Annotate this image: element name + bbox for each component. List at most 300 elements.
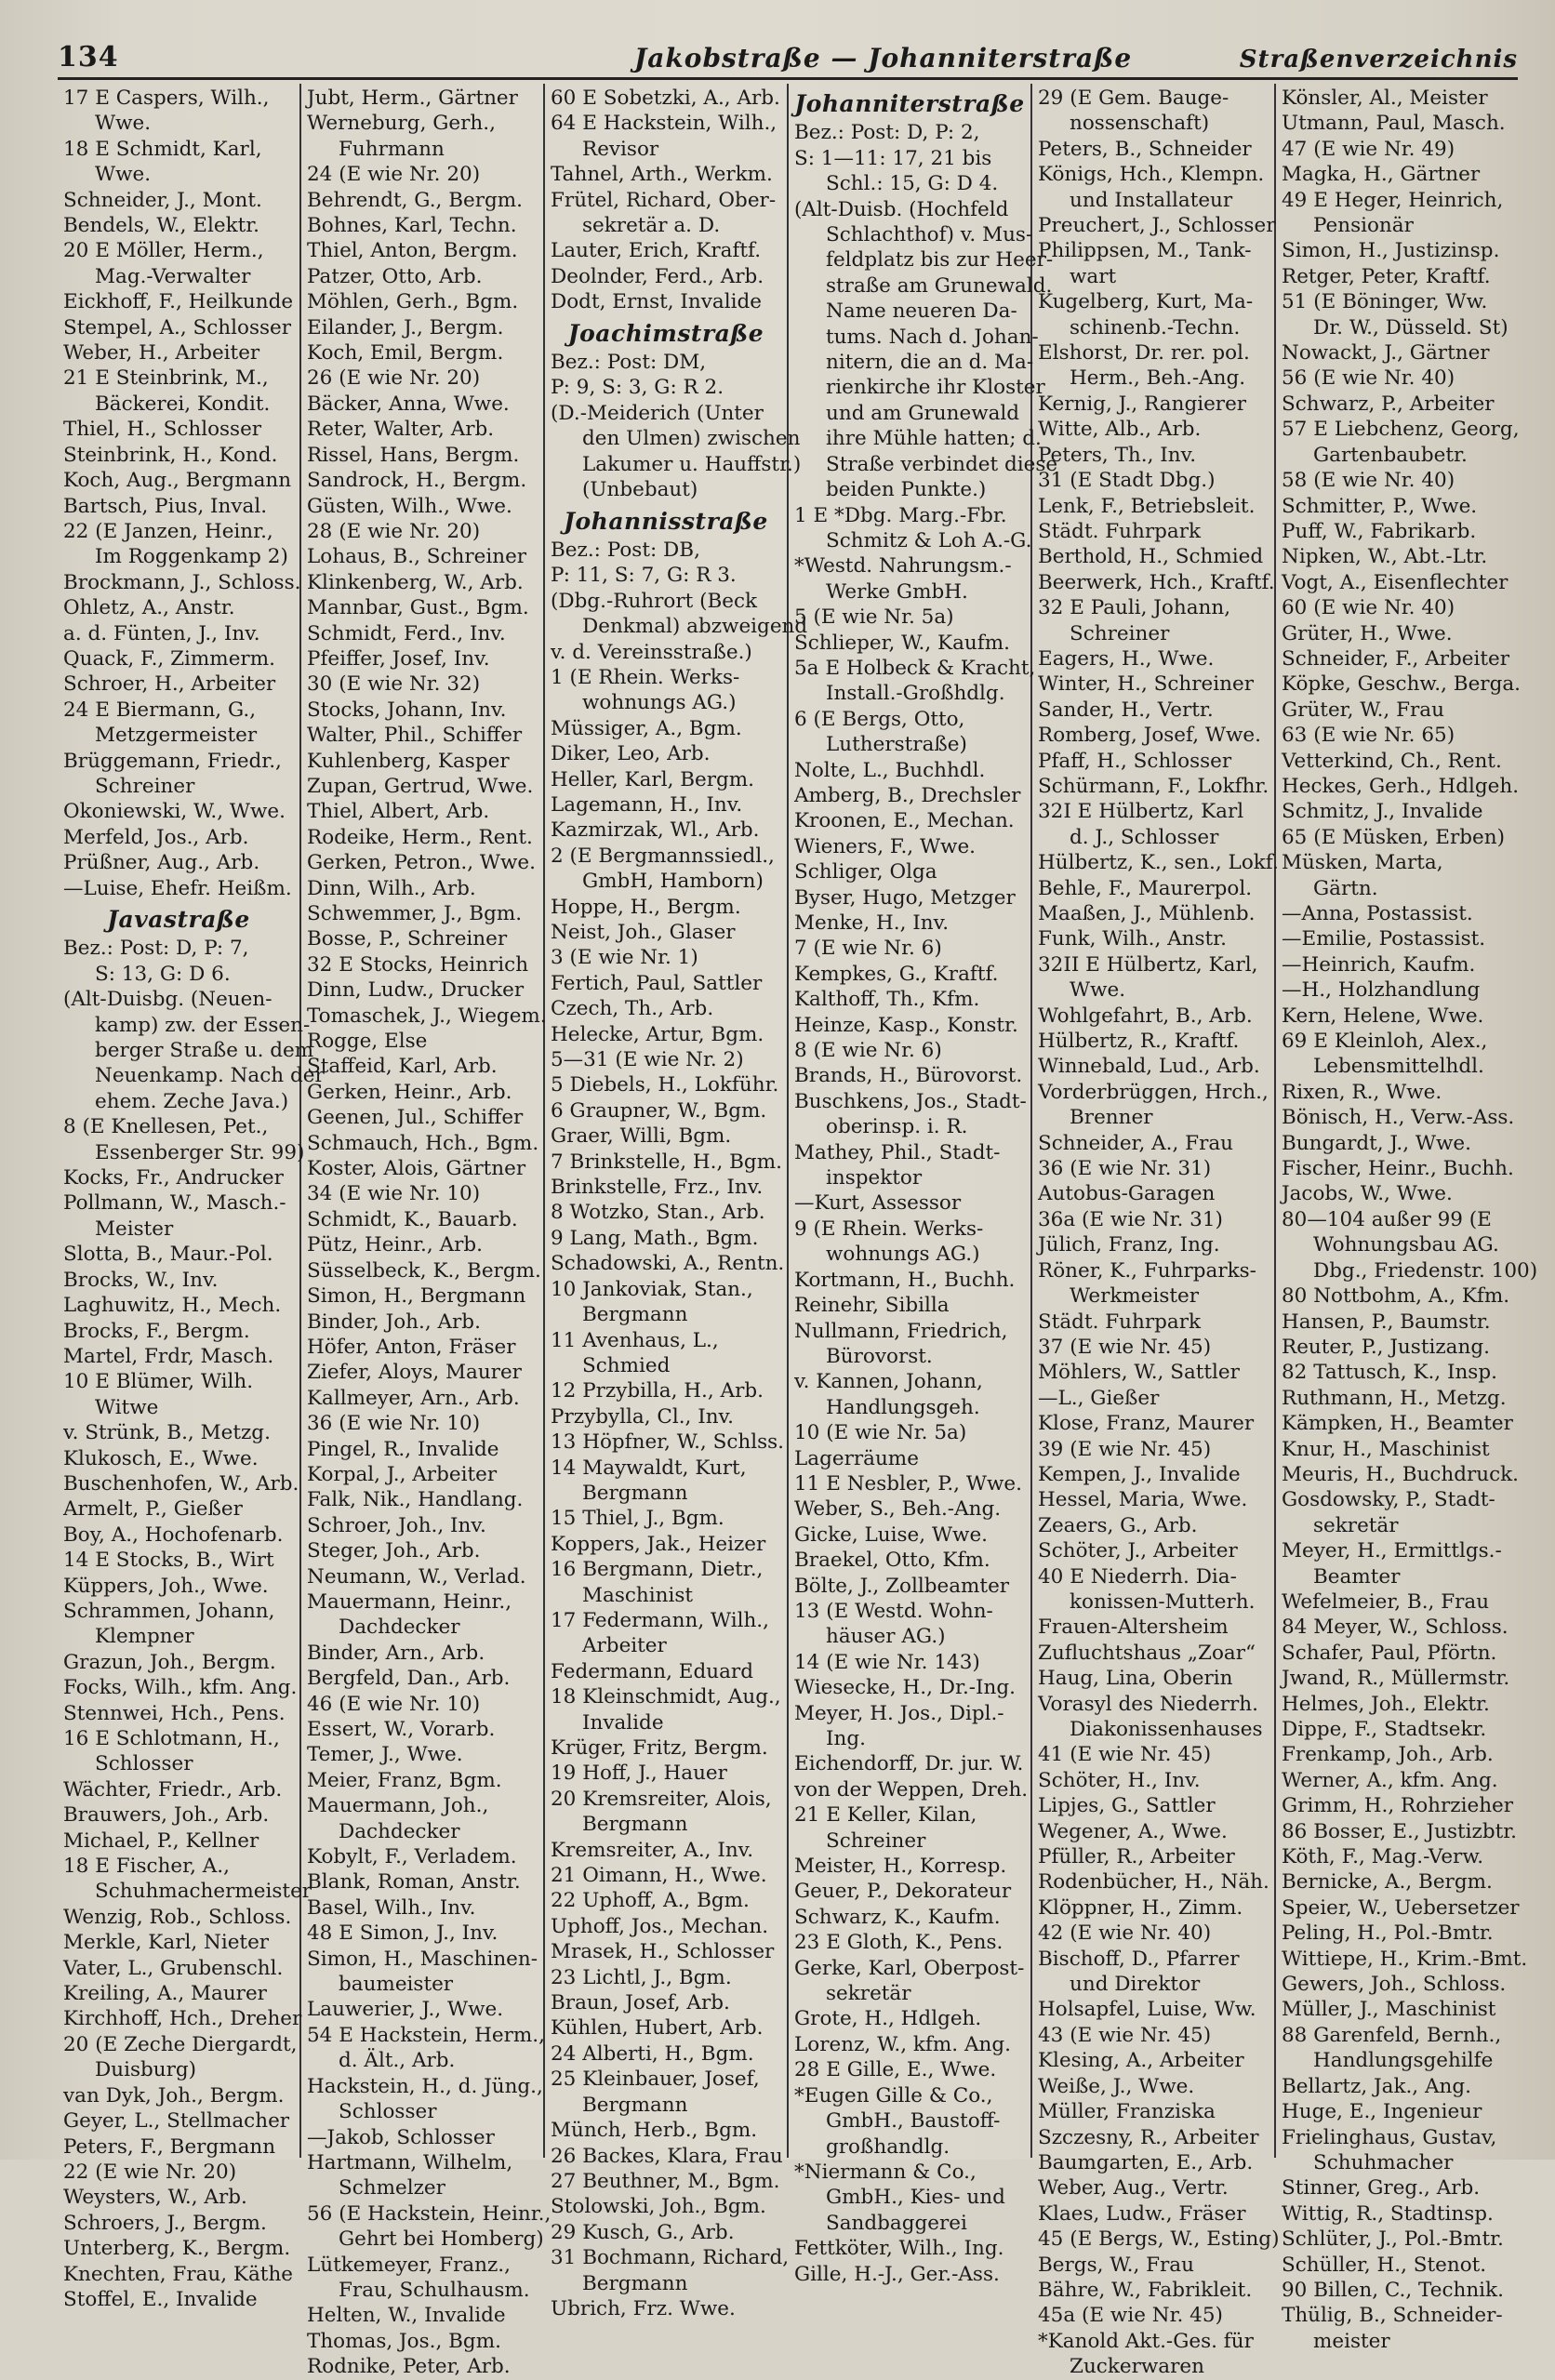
directory-entry: 29 Kusch, G., Arb.: [551, 2220, 735, 2244]
entry-continuation: rienkirche ihr Kloster: [826, 376, 1045, 400]
directory-entry: Gosdowsky, P., Stadt-: [1282, 1488, 1495, 1512]
directory-entry: Simon, H., Bergmann: [307, 1284, 526, 1309]
directory-entry: Autobus-Garagen: [1038, 1182, 1216, 1206]
directory-entry: Münch, Herb., Bgm.: [551, 2119, 758, 2143]
directory-entry: 41 (E wie Nr. 45): [1038, 1743, 1212, 1767]
directory-entry: 45a (E wie Nr. 45): [1038, 2304, 1223, 2328]
directory-entry: 43 (E wie Nr. 45): [1038, 2023, 1212, 2047]
directory-entry: Pfüller, R., Arbeiter: [1038, 1845, 1235, 1869]
directory-entry: Schlüter, J., Pol.-Bmtr.: [1282, 2227, 1504, 2252]
directory-entry: Slotta, B., Maur.-Pol.: [63, 1243, 273, 1267]
directory-entry: Kobylt, F., Verladem.: [307, 1845, 517, 1869]
directory-entry: 46 (E wie Nr. 10): [307, 1692, 481, 1716]
entry-continuation: Schmied: [582, 1353, 671, 1377]
entry-continuation: nitern, die an d. Ma-: [826, 351, 1034, 375]
column-5: [1032, 84, 1280, 2379]
directory-entry: Kalthoff, Th., Kfm.: [794, 988, 980, 1012]
directory-entry: 40 E Niederrh. Dia-: [1038, 1564, 1237, 1589]
page-header: [58, 39, 1518, 80]
directory-entry: 34 (E wie Nr. 10): [307, 1182, 481, 1206]
entry-continuation: Sandbaggerei: [826, 2211, 967, 2235]
directory-entry: Prüßner, Aug., Arb.: [63, 851, 260, 875]
directory-entry: Essert, W., Vorarb.: [307, 1718, 496, 1741]
directory-entry: Lütkemeyer, Franz.,: [307, 2253, 511, 2277]
directory-entry: Küppers, Joh., Wwe.: [63, 1574, 269, 1598]
directory-entry: Zufluchtshaus „Zoar“: [1038, 1641, 1256, 1665]
directory-entry: Pfeiffer, Josef, Inv.: [307, 646, 490, 671]
directory-entry: Eagers, H., Wwe.: [1038, 646, 1215, 671]
directory-entry: Schmidt, K., Bauarb.: [307, 1207, 518, 1231]
directory-entry: v. Kannen, Johann,: [794, 1370, 983, 1394]
directory-entry: Vogt, A., Eisenflechter: [1282, 570, 1508, 594]
directory-entry: Bischoff, D., Pfarrer: [1038, 1947, 1240, 1971]
directory-entry: P: 9, S: 3, G: R 2.: [551, 376, 724, 400]
entry-continuation: Revisor: [582, 137, 659, 161]
directory-entry: Reter, Walter, Arb.: [307, 418, 495, 442]
directory-entry: Lauwerier, J., Wwe.: [307, 1998, 504, 2022]
directory-entry: 16 Bergmann, Dietr.,: [551, 1558, 764, 1582]
directory-entry: Dodt, Ernst, Invalide: [551, 290, 762, 314]
directory-entry: Romberg, Josef, Wwe.: [1038, 724, 1261, 748]
directory-entry: Byser, Hugo, Metzger: [794, 885, 1016, 910]
directory-entry: Grüter, W., Frau: [1282, 698, 1444, 722]
directory-entry: Kämpken, H., Beamter: [1282, 1412, 1513, 1436]
directory-entry: Speier, W., Uebersetzer: [1282, 1895, 1520, 1920]
entry-continuation: sekretär a. D.: [582, 214, 721, 238]
directory-entry: —Luise, Ehefr. Heißm.: [63, 876, 292, 900]
directory-entry: Süsselbeck, K., Bergm.: [307, 1258, 541, 1283]
directory-entry: 18 Kleinschmidt, Aug.,: [551, 1685, 781, 1709]
directory-entry: P: 11, S: 7, G: R 3.: [551, 564, 737, 588]
directory-entry: Thomas, Jos., Bgm.: [307, 2329, 501, 2353]
directory-entry: Weber, H., Arbeiter: [63, 341, 260, 366]
entry-continuation: Witwe: [95, 1395, 159, 1419]
directory-entry: Köth, F., Mag.-Verw.: [1282, 1845, 1484, 1869]
entry-continuation: Gehrt bei Homberg): [339, 2227, 544, 2252]
directory-entry: Bendels, W., Elektr.: [63, 214, 259, 238]
directory-entry: Vater, L., Grubenschl.: [63, 1956, 284, 1980]
entry-continuation: Lebensmittelhdl.: [1313, 1055, 1484, 1079]
entry-continuation: Pensionär: [1313, 214, 1414, 238]
entry-continuation: Straße verbindet diese: [826, 452, 1058, 476]
entry-continuation: straße am Grunewald.: [826, 273, 1053, 298]
directory-entry: Stinner, Greg., Arb.: [1282, 2176, 1481, 2201]
entry-continuation: Neuenkamp. Nach der: [95, 1064, 325, 1088]
entry-continuation: berger Straße u. dem: [95, 1039, 314, 1063]
directory-entry: 10 Jankoviak, Stan.,: [551, 1277, 753, 1301]
directory-entry: Dinn, Wilh., Arb.: [307, 876, 476, 900]
directory-entry: Frenkamp, Joh., Arb.: [1282, 1743, 1494, 1767]
directory-entry: Koch, Emil, Bergm.: [307, 341, 504, 366]
entry-continuation: Handlungsgehilfe: [1313, 2049, 1494, 2073]
directory-entry: Peling, H., Pol.-Bmtr.: [1282, 1921, 1494, 1946]
directory-entry: Holsapfel, Luise, Ww.: [1038, 1998, 1256, 2022]
directory-entry: 1 (E Rhein. Werks-: [551, 665, 740, 689]
directory-entry: Steger, Joh., Arb.: [307, 1539, 481, 1563]
directory-entry: Schneider, F., Arbeiter: [1282, 646, 1510, 671]
directory-entry: 60 (E wie Nr. 40): [1282, 596, 1455, 620]
directory-entry: Vorasyl des Niederrh.: [1038, 1692, 1258, 1716]
directory-entry: Koch, Aug., Bergmann: [63, 469, 292, 493]
directory-entry: Schmitz, J., Invalide: [1282, 800, 1483, 824]
directory-entry: Kirchhoff, Hch., Dreher: [63, 2007, 302, 2031]
entry-continuation: Maschinist: [582, 1583, 694, 1607]
entry-continuation: kamp) zw. der Essen-: [95, 1013, 311, 1037]
directory-entry: 28 E Gille, E., Wwe.: [794, 2058, 997, 2082]
directory-entry: Kuhlenberg, Kasper: [307, 749, 510, 773]
directory-entry: Peters, Th., Inv.: [1038, 443, 1197, 467]
directory-entry: Schmauch, Hch., Bgm.: [307, 1131, 539, 1155]
directory-entry: a. d. Fünten, J., Inv.: [63, 621, 260, 645]
directory-entry: 25 Kleinbauer, Josef,: [551, 2068, 760, 2092]
directory-entry: 20 E Möller, Herm.,: [63, 239, 264, 263]
directory-entry: Brands, H., Bürovorst.: [794, 1064, 1023, 1088]
directory-entry: Brüggemann, Friedr.,: [63, 749, 282, 773]
entry-continuation: GmbH., Baustoff-: [826, 2109, 1001, 2134]
directory-entry: Jacobs, W., Wwe.: [1282, 1182, 1453, 1206]
directory-entry: Meier, Franz, Bgm.: [307, 1768, 502, 1792]
directory-entry: Hessel, Maria, Wwe.: [1038, 1488, 1248, 1512]
directory-entry: 63 (E wie Nr. 65): [1282, 724, 1455, 748]
directory-entry: 14 E Stocks, B., Wirt: [63, 1549, 274, 1573]
directory-entry: Grote, H., Hdlgeh.: [794, 2007, 982, 2031]
entry-continuation: Schuhmachermeister: [95, 1880, 312, 1904]
directory-entry: S: 1—11: 17, 21 bis: [794, 146, 992, 170]
directory-entry: 9 Lang, Math., Bgm.: [551, 1226, 759, 1250]
directory-entry: Kremsreiter, A., Inv.: [551, 1838, 754, 1862]
entry-continuation: Bergmann: [582, 2271, 688, 2295]
directory-entry: 5 (E wie Nr. 5a): [794, 605, 954, 630]
entry-continuation: baumeister: [339, 1973, 454, 1997]
entry-continuation: Wwe.: [1070, 978, 1126, 1003]
directory-entry: 5 Diebels, H., Lokführ.: [551, 1073, 779, 1097]
directory-entry: Sandrock, H., Bergm.: [307, 469, 527, 493]
directory-entry: Bez.: Post: DB,: [551, 538, 700, 562]
directory-entry: 51 (E Böninger, Ww.: [1282, 290, 1488, 314]
directory-entry: Rodeike, Herm., Rent.: [307, 825, 533, 849]
directory-entry: Hülbertz, K., sen., Lokf.: [1038, 851, 1279, 875]
directory-entry: 11 Avenhaus, L.,: [551, 1328, 719, 1352]
directory-entry: —Kurt, Assessor: [794, 1191, 962, 1216]
directory-entry: Weber, S., Beh.-Ang.: [794, 1497, 1002, 1522]
entry-continuation: Lutherstraße): [826, 733, 967, 757]
directory-entry: 82 Tattusch, K., Insp.: [1282, 1361, 1497, 1385]
directory-entry: Bergs, W., Frau: [1038, 2253, 1194, 2277]
directory-entry: 18 E Fischer, A.,: [63, 1855, 230, 1879]
directory-entry: *Niermann & Co.,: [794, 2160, 977, 2184]
directory-entry: 13 (E Westd. Wohn-: [794, 1599, 993, 1623]
column-4: [789, 84, 1058, 2286]
directory-entry: Schwemmer, J., Bgm.: [307, 902, 523, 925]
directory-entry: 45 (E Bergs, W., Esting): [1038, 2227, 1280, 2252]
directory-entry: Schlieper, W., Kaufm.: [794, 631, 1010, 655]
directory-entry: Gerke, Karl, Oberpost-: [794, 1956, 1025, 1980]
entry-continuation: Invalide: [582, 1710, 664, 1735]
directory-entry: Kreiling, A., Maurer: [63, 1982, 267, 2006]
directory-entry: Grimm, H., Rohrzieher: [1282, 1794, 1514, 1818]
entry-continuation: Diakonissenhauses: [1070, 1718, 1263, 1741]
directory-entry: Wefelmeier, B., Frau: [1282, 1589, 1490, 1614]
directory-entry: Lagemann, H., Inv.: [551, 792, 743, 817]
directory-entry: 17 Federmann, Wilh.,: [551, 1608, 769, 1632]
entry-continuation: Im Roggenkamp 2): [95, 545, 288, 569]
directory-entry: Witte, Alb., Arb.: [1038, 418, 1202, 442]
directory-entry: Gerken, Heinr., Arb.: [307, 1080, 512, 1104]
directory-entry: Merfeld, Jos., Arb.: [63, 825, 249, 849]
directory-entry: 14 (E wie Nr. 143): [794, 1650, 980, 1674]
directory-entry: Reuter, P., Justizang.: [1282, 1335, 1490, 1359]
entry-continuation: Wwe.: [95, 112, 152, 136]
directory-entry: Köpke, Geschw., Berga.: [1282, 672, 1522, 697]
entry-continuation: ihre Mühle hatten; d.: [826, 427, 1042, 451]
entry-continuation: Herm., Beh.-Ang.: [1070, 366, 1246, 391]
directory-entry: Geenen, Jul., Schiffer: [307, 1106, 524, 1130]
directory-entry: 21 Oimann, H., Wwe.: [551, 1864, 767, 1888]
directory-entry: Winter, H., Schreiner: [1038, 672, 1254, 697]
directory-entry: 3 (E wie Nr. 1): [551, 946, 698, 970]
entry-continuation: Arbeiter: [582, 1634, 667, 1658]
directory-entry: Okoniewski, W., Wwe.: [63, 800, 286, 824]
column-2: [301, 84, 552, 2379]
directory-entry: Mathey, Phil., Stadt-: [794, 1140, 1001, 1164]
directory-entry: —Jakob, Schlosser: [307, 2125, 495, 2149]
directory-entry: 84 Meyer, W., Schloss.: [1282, 1615, 1508, 1640]
directory-entry: Möhlers, W., Sattler: [1038, 1361, 1240, 1385]
directory-entry: Schwarz, K., Kaufm.: [794, 1905, 1001, 1929]
entry-continuation: und Installateur: [1070, 188, 1233, 212]
entry-continuation: Schl.: 15, G: D 4.: [826, 172, 999, 196]
directory-entry: Schneider, A., Frau: [1038, 1131, 1234, 1155]
directory-entry: Klesing, A., Arbeiter: [1038, 2049, 1244, 2073]
directory-entry: 10 E Blümer, Wilh.: [63, 1370, 254, 1394]
directory-entry: Brocks, F., Bergm.: [63, 1319, 250, 1343]
directory-entry: 32I E Hülbertz, Karl: [1038, 800, 1244, 824]
directory-entry: Hülbertz, R., Kraftf.: [1038, 1030, 1240, 1054]
directory-entry: Neumann, W., Verlad.: [307, 1564, 526, 1589]
directory-entry: Kugelberg, Kurt, Ma-: [1038, 290, 1254, 314]
directory-entry: Buschenhofen, W., Arb.: [63, 1471, 299, 1496]
directory-entry: Reinehr, Sibilla: [794, 1294, 950, 1318]
directory-entry: Neist, Joh., Glaser: [551, 921, 736, 944]
directory-entry: Wenzig, Rob., Schloss.: [63, 1905, 292, 1929]
directory-entry: 65 (E Müsken, Erben): [1282, 825, 1505, 849]
directory-entry: Gewers, Joh., Schloss.: [1282, 1973, 1507, 1997]
directory-entry: Kallmeyer, Arn., Arb.: [307, 1386, 520, 1410]
directory-entry: Temer, J., Wwe.: [307, 1743, 463, 1767]
directory-entry: Fischer, Heinr., Buchh.: [1282, 1157, 1514, 1181]
directory-entry: Schadowski, A., Rentn.: [551, 1252, 785, 1276]
directory-entry: 36 (E wie Nr. 10): [307, 1412, 481, 1436]
directory-entry: Wittig, R., Stadtinsp.: [1282, 2201, 1494, 2226]
directory-entry: Schrammen, Johann,: [63, 1599, 275, 1623]
directory-entry: Schöter, H., Inv.: [1038, 1768, 1201, 1792]
directory-entry: Schliger, Olga: [794, 860, 937, 884]
directory-entry: Klose, Franz, Maurer: [1038, 1412, 1255, 1436]
directory-entry: 24 E Biermann, G.,: [63, 698, 257, 722]
directory-entry: Hartmann, Wilhelm,: [307, 2150, 513, 2174]
directory-entry: —Heinrich, Kaufm.: [1282, 952, 1476, 977]
entry-continuation: wohnungs AG.): [826, 1243, 980, 1267]
entry-continuation: Denkmal) abzweigend: [582, 615, 808, 639]
entry-continuation: Schmelzer: [339, 2176, 445, 2201]
directory-entry: Puff, W., Fabrikarb.: [1282, 519, 1477, 543]
directory-entry: Schürmann, F., Lokfhr.: [1038, 774, 1269, 798]
directory-entry: Deolnder, Ferd., Arb.: [551, 264, 764, 288]
entry-continuation: tums. Nach d. Johan-: [826, 325, 1039, 349]
directory-entry: Walter, Phil., Schiffer: [307, 724, 523, 748]
street-heading: Johannisstraße: [564, 507, 768, 535]
directory-entry: Jubt, Herm., Gärtner: [307, 86, 518, 110]
directory-entry: Krüger, Fritz, Bergm.: [551, 1736, 768, 1760]
directory-entry: Grazun, Joh., Bergm.: [63, 1650, 276, 1674]
directory-entry: Uphoff, Jos., Mechan.: [551, 1914, 769, 1938]
entry-continuation: Bergmann: [582, 1813, 688, 1837]
directory-entry: Binder, Arn., Arb.: [307, 1641, 485, 1665]
directory-entry: —H., Holzhandlung: [1282, 978, 1481, 1003]
column-3: [545, 84, 808, 2320]
directory-entry: Bernicke, A., Bergm.: [1282, 1870, 1493, 1895]
directory-entry: 31 Bochmann, Richard,: [551, 2246, 790, 2270]
entry-continuation: Frau, Schulhausm.: [339, 2278, 530, 2302]
directory-entry: Röner, K., Fuhrparks-: [1038, 1258, 1256, 1283]
entry-continuation: nossenschaft): [1070, 112, 1210, 136]
directory-entry: Weber, Aug., Vertr.: [1038, 2176, 1229, 2201]
directory-entry: 7 Brinkstelle, H., Bgm.: [551, 1150, 782, 1174]
directory-entry: Frauen-Altersheim: [1038, 1615, 1229, 1640]
entry-continuation: Ing.: [826, 1727, 866, 1750]
directory-entry: Höfer, Anton, Fräser: [307, 1335, 516, 1359]
directory-entry: 24 Alberti, H., Bgm.: [551, 2041, 754, 2066]
entry-continuation: Name neueren Da-: [826, 299, 1017, 324]
directory-entry: 69 E Kleinloh, Alex.,: [1282, 1030, 1488, 1054]
directory-entry: Korpal, J., Arbeiter: [307, 1462, 498, 1486]
directory-entry: Werneburg, Gerh.,: [307, 112, 496, 136]
entry-continuation: Bäckerei, Kondit.: [95, 392, 271, 416]
page-number: 134: [58, 41, 119, 73]
directory-entry: 80—104 außer 99 (E: [1282, 1207, 1492, 1231]
directory-entry: 27 Beuthner, M., Bgm.: [551, 2169, 780, 2193]
street-heading: Johanniterstraße: [794, 90, 1025, 117]
directory-entry: Falk, Nik., Handlang.: [307, 1488, 524, 1512]
directory-entry: Fettköter, Wilh., Ing.: [794, 2237, 1004, 2261]
entry-continuation: Schlachthof) v. Mus-: [826, 223, 1033, 247]
directory-entry: Ruthmann, H., Metzg.: [1282, 1386, 1507, 1410]
entry-continuation: d. Ält., Arb.: [339, 2049, 456, 2073]
directory-entry: Klöppner, H., Zimm.: [1038, 1895, 1243, 1920]
directory-entry: Winnebald, Lud., Arb.: [1038, 1055, 1260, 1079]
entry-continuation: Beamter: [1313, 1564, 1401, 1589]
directory-entry: Preuchert, J., Schlosser: [1038, 214, 1276, 238]
directory-entry: Koster, Alois, Gärtner: [307, 1157, 526, 1181]
directory-entry: 57 E Liebchenz, Georg,: [1282, 418, 1520, 442]
directory-entry: 23 E Gloth, K., Pens.: [794, 1931, 1003, 1955]
directory-entry: Baumgarten, E., Arb.: [1038, 2150, 1254, 2174]
directory-entry: Meuris, H., Buchdruck.: [1282, 1462, 1520, 1486]
entry-continuation: Schreiner: [826, 1828, 926, 1853]
directory-entry: Nipken, W., Abt.-Ltr.: [1282, 545, 1488, 569]
directory-entry: 6 (E Bergs, Otto,: [794, 707, 965, 731]
directory-entry: Kempen, J., Invalide: [1038, 1462, 1241, 1486]
directory-entry: Kernig, J., Rangierer: [1038, 392, 1247, 416]
directory-entry: Armelt, P., Gießer: [63, 1497, 243, 1522]
directory-entry: Blank, Roman, Anstr.: [307, 1870, 521, 1895]
directory-entry: Lenk, F., Betriebsleit.: [1038, 494, 1256, 518]
directory-entry: Bäcker, Anna, Wwe.: [307, 392, 510, 416]
directory-entry: Schroer, Joh., Inv.: [307, 1513, 486, 1537]
directory-entry: 13 Höpfner, W., Schlss.: [551, 1430, 784, 1455]
directory-entry: Heckes, Gerh., Hdlgeh.: [1282, 774, 1520, 798]
directory-entry: Boy, A., Hochofenarb.: [63, 1522, 284, 1547]
directory-entry: Beerwerk, Hch., Kraftf.: [1038, 570, 1275, 594]
directory-entry: 7 (E wie Nr. 6): [794, 937, 942, 961]
directory-entry: Schüller, H., Stenot.: [1282, 2253, 1487, 2277]
directory-entry: Frütel, Richard, Ober-: [551, 188, 777, 212]
street-heading: Javastraße: [107, 906, 250, 933]
directory-entry: 32 E Stocks, Heinrich: [307, 952, 529, 977]
directory-entry: *Westd. Nahrungsm.-: [794, 554, 1012, 578]
directory-entry: 12 Przybilla, H., Arb.: [551, 1379, 764, 1403]
directory-entry: Weysters, W., Arb.: [63, 2186, 247, 2210]
entry-continuation: oberinsp. i. R.: [826, 1115, 968, 1139]
directory-entry: Schwarz, P., Arbeiter: [1282, 392, 1495, 416]
directory-entry: Wittiepe, H., Krim.-Bmt.: [1282, 1947, 1528, 1971]
entry-continuation: GmbH, Hamborn): [582, 870, 764, 894]
directory-entry: 29 (E Gem. Bauge-: [1038, 86, 1229, 110]
directory-entry: *Kanold Akt.-Ges. für: [1038, 2329, 1254, 2353]
entry-continuation: wart: [1070, 264, 1117, 288]
directory-entry: Hansen, P., Baumstr.: [1282, 1310, 1491, 1334]
entry-continuation: beiden Punkte.): [826, 478, 987, 502]
directory-entry: Thiel, Anton, Bergm.: [307, 239, 518, 263]
entry-continuation: S: 13, G: D 6.: [95, 962, 231, 986]
directory-entry: Rogge, Else: [307, 1030, 428, 1054]
directory-entry: Simon, H., Maschinen-: [307, 1947, 538, 1971]
directory-entry: 26 Backes, Klara, Frau: [551, 2144, 783, 2168]
directory-entry: Nullmann, Friedrich,: [794, 1319, 1008, 1343]
column-1: [58, 84, 325, 2311]
directory-entry: Zupan, Gertrud, Wwe.: [307, 774, 534, 798]
directory-entry: 8 (E Knellesen, Pet.,: [63, 1115, 269, 1139]
directory-entry: Federmann, Eduard: [551, 1659, 753, 1683]
directory-entry: Szczesny, R., Arbeiter: [1038, 2125, 1259, 2149]
directory-entry: Haug, Lina, Oberin: [1038, 1667, 1233, 1691]
directory-entry: 90 Billen, C., Technik.: [1282, 2278, 1504, 2302]
directory-entry: Czech, Th., Arb.: [551, 997, 714, 1021]
directory-entry: Mannbar, Gust., Bgm.: [307, 596, 529, 620]
directory-entry: 10 (E wie Nr. 5a): [794, 1421, 967, 1445]
entry-continuation: Duisburg): [95, 2058, 197, 2082]
entry-continuation: Gärtn.: [1313, 876, 1378, 900]
directory-entry: Gille, H.-J., Ger.-Ass.: [794, 2262, 1000, 2286]
directory-columns: [58, 84, 1546, 2379]
directory-entry: Knur, H., Maschinist: [1282, 1437, 1490, 1461]
directory-entry: Eickhoff, F., Heilkunde: [63, 290, 294, 314]
entry-continuation: konissen-Mutterh.: [1070, 1589, 1256, 1614]
section-title: Straßenverzeichnis: [1239, 46, 1518, 73]
directory-entry: Peters, B., Schneider: [1038, 137, 1252, 161]
entry-continuation: Fuhrmann: [339, 137, 445, 161]
directory-entry: Bergfeld, Dan., Arb.: [307, 1667, 511, 1691]
entry-continuation: häuser AG.): [826, 1625, 946, 1649]
directory-entry: Martel, Frdr, Masch.: [63, 1344, 274, 1368]
directory-entry: Staffeid, Karl, Arb.: [307, 1055, 498, 1079]
directory-entry: 31 (E Stadt Dbg.): [1038, 469, 1216, 493]
directory-entry: Kempkes, G., Kraftf.: [794, 962, 999, 986]
entry-continuation: Mag.-Verwalter: [95, 264, 251, 288]
entry-continuation: Werke GmbH.: [826, 579, 968, 604]
directory-entry: Schmidt, Ferd., Inv.: [307, 621, 506, 645]
entry-continuation: Metzgermeister: [95, 724, 258, 748]
